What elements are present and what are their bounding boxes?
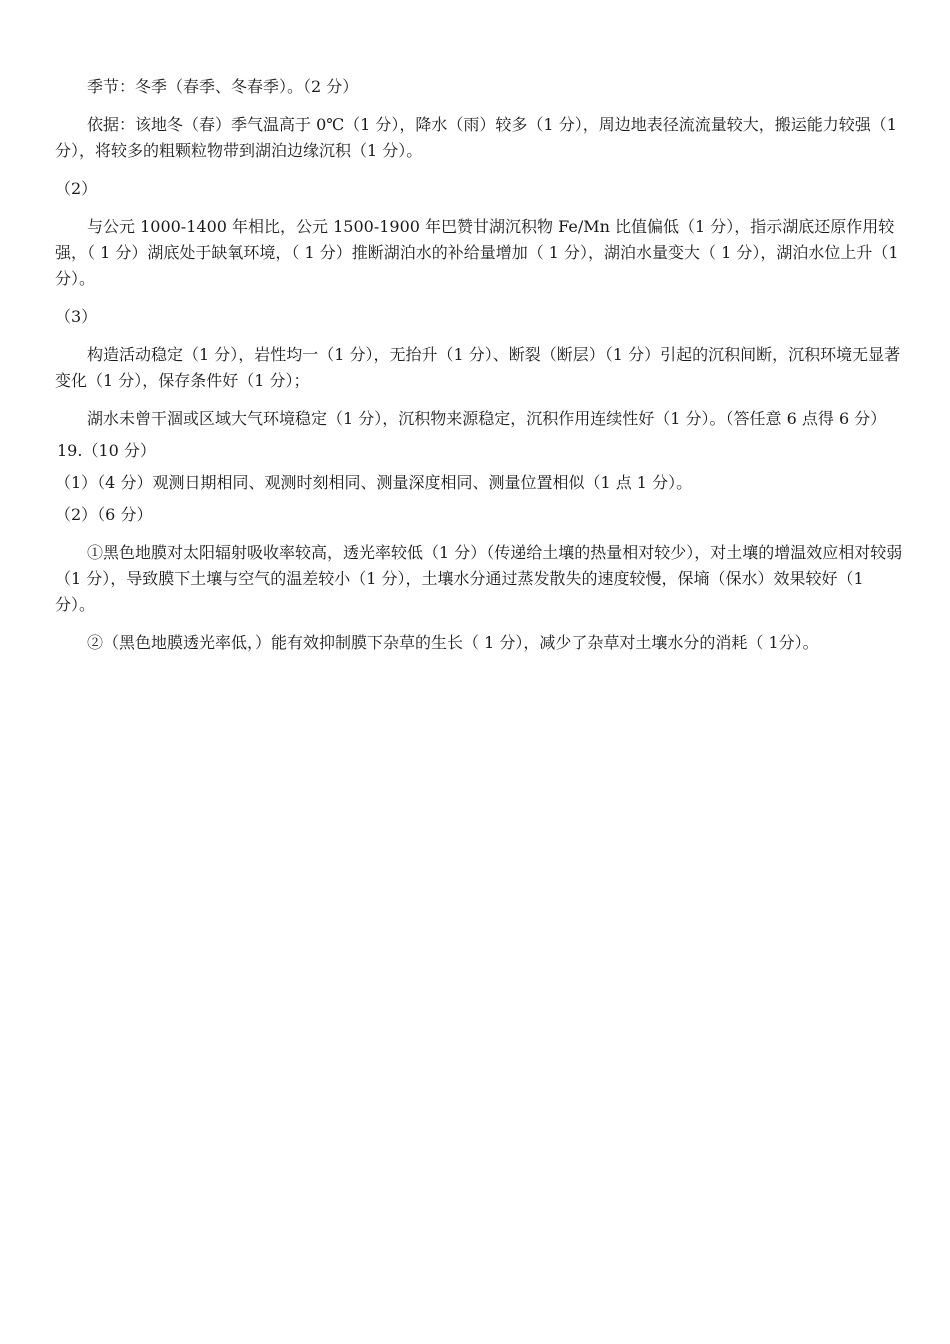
question-2-answer: 与公元 1000-1400 年相比，公元 1500-1900 年巴赞甘湖沉积物 Fe/Mn 比值偏低（1 分），指示湖底还原作用较强，（ 1 分）湖底处于缺氧环境，（ 1 分）推断湖泊水的补给量增加（ 1 分），湖泊水量变大（ 1 分），湖泊水位上升（1 分）。 xyxy=(55,217,899,288)
question-3-answer-part-1: 构造活动稳定（1 分），岩性均一（1 分），无抬升（1 分）、断裂（断层）（1 分）引起的沉积间断，沉积环境无显著变化（1 分），保存条件好（1 分）； xyxy=(55,345,901,390)
question-19-part-1: （1）（4 分）观测日期相同、观测时刻相同、测量深度相同、测量位置相似（1 点 1 分）。 xyxy=(55,473,693,492)
question-19-part-2-point-1: ①黑色地膜对太阳辐射吸收率较高，透光率较低（1 分）（传递给土壤的热量相对较少），对土壤的增温效应相对较弱（1 分），导致膜下土壤与空气的温差较小（1 分），土壤水分通过蒸发散失的速度较慢，保墒（保水）效果较好（1 分）。 xyxy=(55,543,903,614)
season-answer: 季节：冬季（春季、冬春季）。（2 分） xyxy=(87,77,359,96)
question-19-part-2-point-2: ②（黑色地膜透光率低，）能有效抑制膜下杂草的生长（ 1 分），减少了杂草对土壤水分的消耗（ 1分）。 xyxy=(87,633,819,652)
question-19-part-2-label: （2）（6 分） xyxy=(55,505,153,524)
basis-answer: 依据：该地冬（春）季气温高于 0℃（1 分），降水（雨）较多（1 分），周边地表径流流量较大，搬运能力较强（1 分），将较多的粗颗粒物带到湖泊边缘沉积（1 分）。 xyxy=(55,115,897,160)
answer-content xyxy=(55,74,907,656)
question-2-label: （2） xyxy=(55,179,98,198)
question-3-label: （3） xyxy=(55,307,98,326)
question-3-answer-part-2: 湖水未曾干涸或区域大气环境稳定（1 分），沉积物来源稳定，沉积作用连续性好（1 分）。（答任意 6 点得 6 分） xyxy=(87,409,887,428)
question-19-label: 19.（10 分） xyxy=(57,441,156,460)
